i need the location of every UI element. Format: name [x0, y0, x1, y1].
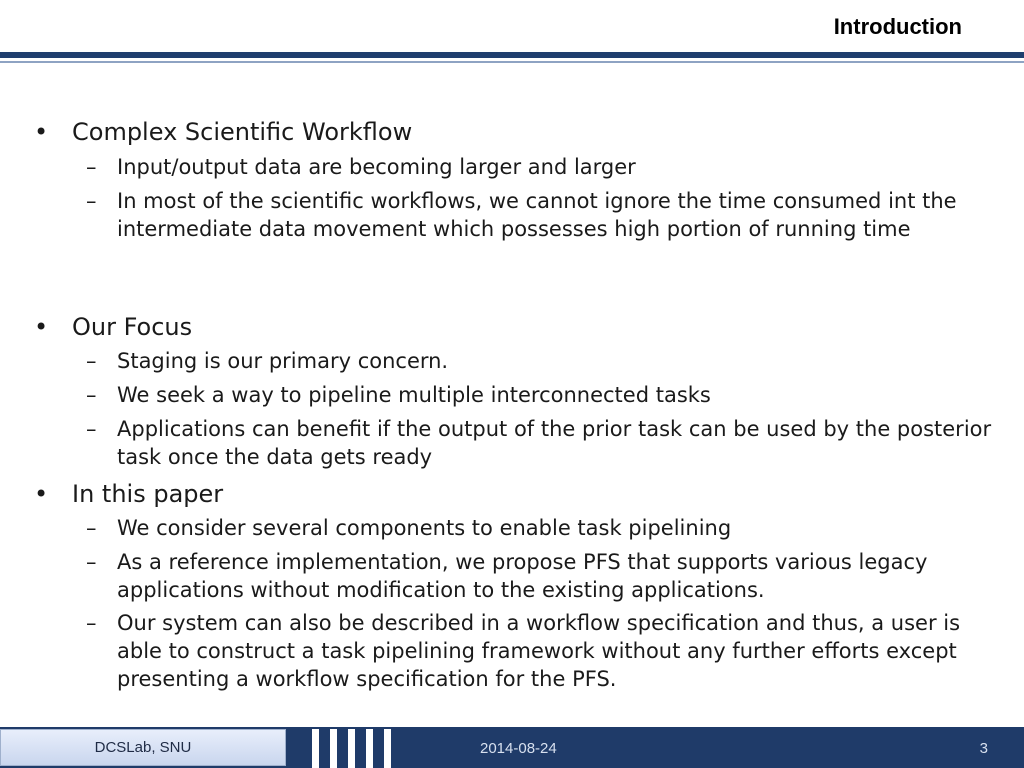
dash-marker: – [86, 417, 97, 441]
bullet-marker: • [34, 480, 49, 508]
dash-marker: – [86, 189, 97, 213]
sub-item-text: In most of the scientific workflows, we cannot ignore the time consumed int the intermediate data movement which possesses high portion of running time [117, 189, 957, 241]
sub-item [86, 548, 1001, 604]
footer-page-number: 3 [979, 740, 988, 757]
dash-marker: – [86, 349, 97, 373]
footer-date: 2014-08-24 [480, 740, 557, 757]
sub-item [86, 187, 1001, 243]
sub-item-text: We seek a way to pipeline multiple interconnected tasks [117, 383, 711, 407]
sub-item [86, 514, 1001, 542]
dash-marker: – [86, 611, 97, 635]
sub-item [86, 153, 1001, 181]
sub-item-text: As a reference implementation, we propose PFS that supports various legacy applications without modification to the existing applications. [117, 550, 928, 602]
sub-item [86, 609, 1001, 693]
sub-item [86, 415, 1001, 471]
sub-item-text: Staging is our primary concern. [117, 349, 449, 373]
footer-stripe [348, 729, 355, 768]
slide-title: Introduction [833, 14, 962, 39]
dash-marker: – [86, 516, 97, 540]
bullet-label: In this paper [72, 480, 224, 508]
sub-item-text: We consider several components to enable task pipelining [117, 516, 732, 540]
bullet-marker: • [34, 118, 49, 146]
bullet-label: Complex Scientific Workflow [72, 118, 413, 146]
sub-item-text: Applications can benefit if the output of the prior task can be used by the posterior task once the data gets ready [117, 417, 992, 469]
footer-stripe [366, 729, 373, 768]
bullet-label: Our Focus [72, 313, 193, 341]
footer-stripe [384, 729, 391, 768]
dash-marker: – [86, 550, 97, 574]
footer-stripe [330, 729, 337, 768]
bullet-marker: • [34, 313, 49, 341]
sub-item [86, 347, 1001, 375]
footer-stripe [312, 729, 319, 768]
footer-lab-label: DCSLab, SNU [0, 729, 286, 766]
sub-item-text: Our system can also be described in a workflow specification and thus, a user is able to construct a task pipelining framework without any further efforts except presenting a workflow specification for the PFS. [117, 611, 961, 691]
dash-marker: – [86, 383, 97, 407]
sub-item [86, 381, 1001, 409]
dash-marker: – [86, 155, 97, 179]
sub-item-text: Input/output data are becoming larger and larger [117, 155, 636, 179]
